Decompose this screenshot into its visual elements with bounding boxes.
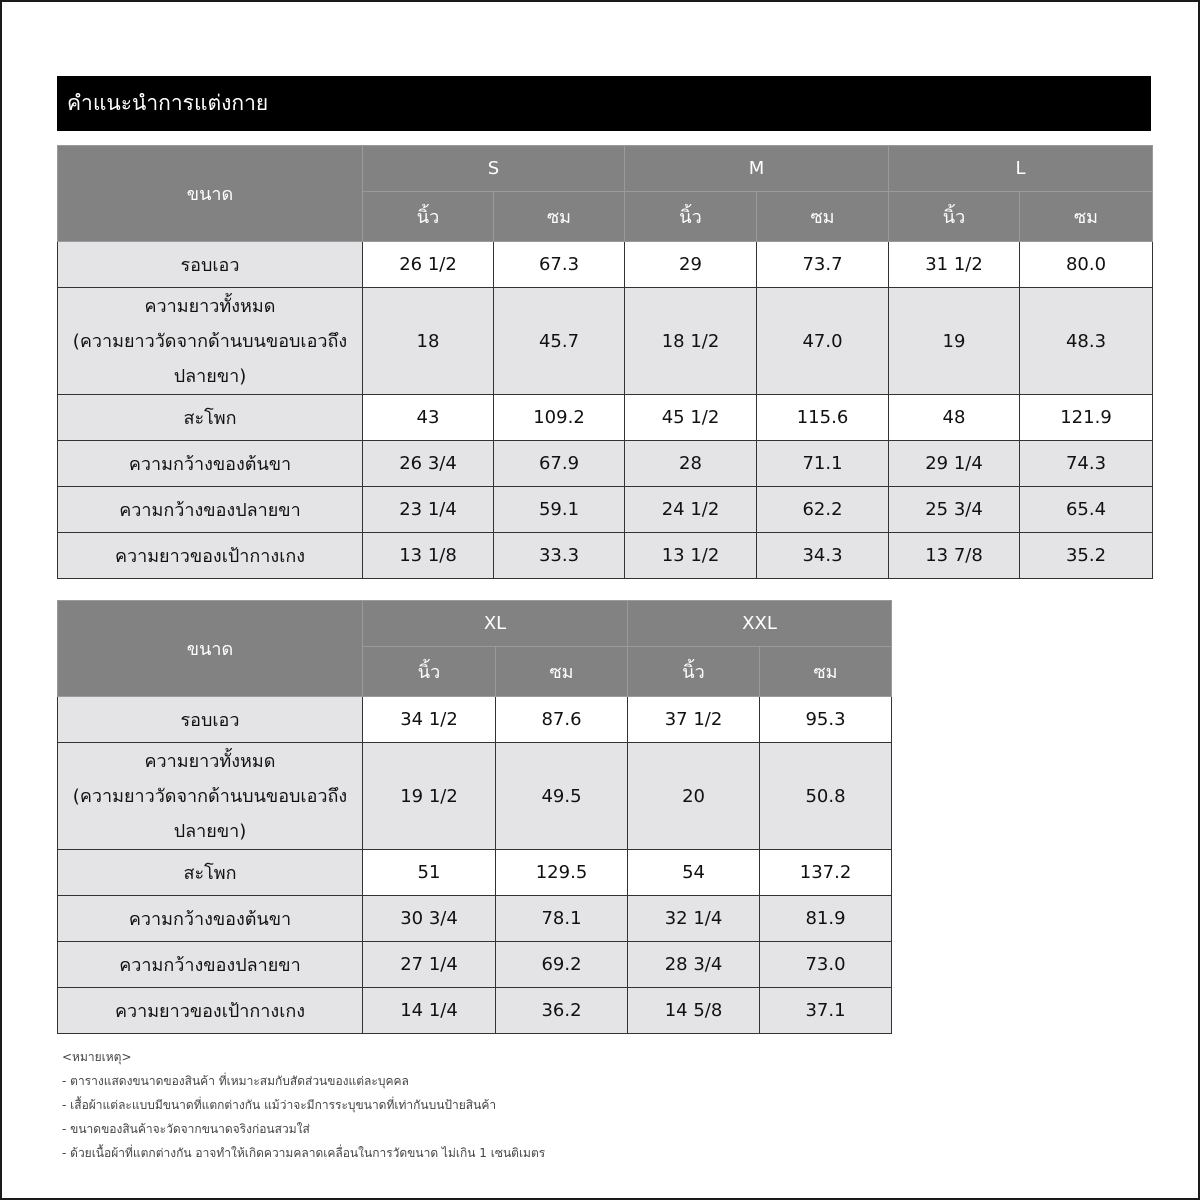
table-cell: 13 1/8 (363, 533, 494, 579)
table-cell: 31 1/2 (889, 242, 1020, 288)
table-cell: 26 1/2 (363, 242, 494, 288)
table-cell: 67.9 (494, 441, 625, 487)
unit-cm-header: ซม (757, 192, 889, 242)
unit-inch-header: นิ้ว (628, 647, 760, 697)
size-table-s-m-l (57, 145, 1153, 579)
table-cell: 137.2 (760, 850, 892, 896)
table-cell: 48 (889, 395, 1020, 441)
table-row (58, 441, 1153, 487)
size-header: ขนาด (58, 601, 363, 697)
table-cell: 121.9 (1020, 395, 1153, 441)
table-row (58, 533, 1153, 579)
size-xxl-header: XXL (628, 601, 892, 647)
table-row (58, 850, 892, 896)
table-cell: 14 1/4 (363, 988, 496, 1034)
unit-cm-header: ซม (760, 647, 892, 697)
table-cell: 13 1/2 (625, 533, 757, 579)
table-cell: 45 1/2 (625, 395, 757, 441)
table-cell: 43 (363, 395, 494, 441)
table-cell: 25 3/4 (889, 487, 1020, 533)
size-header: ขนาด (58, 146, 363, 242)
table-cell: 54 (628, 850, 760, 896)
row-label-line: ปลายขา) (173, 820, 247, 842)
row-label-rise: ความยาวของเป้ากางเกง (58, 988, 363, 1034)
unit-cm-header: ซม (496, 647, 628, 697)
table-row (58, 242, 1153, 288)
table-cell: 34.3 (757, 533, 889, 579)
size-s-header: S (363, 146, 625, 192)
table-row (58, 395, 1153, 441)
note-item: - เสื้อผ้าแต่ละแบบมีขนาดที่แตกต่างกัน แม้ว่าจะมีการระบุขนาดที่เท่ากันบนป้ายสินค้า (62, 1098, 497, 1112)
row-label-line: ความยาวทั้งหมด (144, 750, 276, 772)
page-title: คำแนะนำการแต่งกาย (57, 76, 1151, 131)
row-label-line: ความยาวทั้งหมด (144, 295, 276, 317)
table-row (58, 896, 892, 942)
row-label-thigh: ความกว้างของต้นขา (58, 441, 363, 487)
size-m-header: M (625, 146, 889, 192)
table-row (58, 697, 892, 743)
table-cell: 30 3/4 (363, 896, 496, 942)
table-cell: 36.2 (496, 988, 628, 1034)
table-cell: 18 1/2 (625, 288, 757, 395)
table-cell: 37 1/2 (628, 697, 760, 743)
table-cell: 28 (625, 441, 757, 487)
table-row (58, 487, 1153, 533)
size-table-xl-xxl (57, 600, 892, 1034)
table-cell: 115.6 (757, 395, 889, 441)
table-cell: 71.1 (757, 441, 889, 487)
row-label-hip: สะโพก (58, 395, 363, 441)
table-cell: 32 1/4 (628, 896, 760, 942)
note-item: - ตารางแสดงขนาดของสินค้า ที่เหมาะสมกับสัดส่วนของแต่ละบุคคล (62, 1074, 409, 1088)
table-cell: 73.0 (760, 942, 892, 988)
unit-inch-header: นิ้ว (625, 192, 757, 242)
table-cell: 34 1/2 (363, 697, 496, 743)
row-label-total-length (58, 288, 363, 395)
notes-heading: <หมายเหตุ> (62, 1050, 132, 1064)
row-label-rise: ความยาวของเป้ากางเกง (58, 533, 363, 579)
table-cell: 81.9 (760, 896, 892, 942)
table-cell: 14 5/8 (628, 988, 760, 1034)
table-cell: 47.0 (757, 288, 889, 395)
row-label-leg-opening: ความกว้างของปลายขา (58, 487, 363, 533)
table-cell: 18 (363, 288, 494, 395)
row-label-hip: สะโพก (58, 850, 363, 896)
unit-inch-header: นิ้ว (363, 192, 494, 242)
table-cell: 20 (628, 743, 760, 850)
table-cell: 26 3/4 (363, 441, 494, 487)
table-cell: 74.3 (1020, 441, 1153, 487)
table-cell: 80.0 (1020, 242, 1153, 288)
table-cell: 51 (363, 850, 496, 896)
table-cell: 23 1/4 (363, 487, 494, 533)
row-label-waist: รอบเอว (58, 242, 363, 288)
table-cell: 129.5 (496, 850, 628, 896)
row-label-line: (ความยาววัดจากด้านบนขอบเอวถึง (72, 330, 348, 352)
table-cell: 95.3 (760, 697, 892, 743)
notes (62, 1045, 962, 1165)
note-item: - ขนาดของสินค้าจะวัดจากขนาดจริงก่อนสวมใส่ (62, 1122, 310, 1136)
table-row (58, 988, 892, 1034)
table-cell: 28 3/4 (628, 942, 760, 988)
table-cell: 29 (625, 242, 757, 288)
table-cell: 24 1/2 (625, 487, 757, 533)
table-row (58, 743, 892, 850)
row-label-line: ปลายขา) (173, 365, 247, 387)
table-cell: 35.2 (1020, 533, 1153, 579)
unit-inch-header: นิ้ว (889, 192, 1020, 242)
table-cell: 33.3 (494, 533, 625, 579)
table-cell: 87.6 (496, 697, 628, 743)
row-label-leg-opening: ความกว้างของปลายขา (58, 942, 363, 988)
size-xl-header: XL (363, 601, 628, 647)
table-cell: 45.7 (494, 288, 625, 395)
size-l-header: L (889, 146, 1153, 192)
row-label-line: (ความยาววัดจากด้านบนขอบเอวถึง (72, 785, 348, 807)
table-cell: 67.3 (494, 242, 625, 288)
unit-cm-header: ซม (1020, 192, 1153, 242)
table-cell: 65.4 (1020, 487, 1153, 533)
table-cell: 19 1/2 (363, 743, 496, 850)
table-cell: 69.2 (496, 942, 628, 988)
table-cell: 27 1/4 (363, 942, 496, 988)
table-cell: 62.2 (757, 487, 889, 533)
row-label-total-length (58, 743, 363, 850)
table-cell: 13 7/8 (889, 533, 1020, 579)
note-item: - ด้วยเนื้อผ้าที่แตกต่างกัน อาจทำให้เกิดความคลาดเคลื่อนในการวัดขนาด ไม่เกิน 1 เซนติเมตร (62, 1146, 546, 1160)
table-cell: 78.1 (496, 896, 628, 942)
unit-cm-header: ซม (494, 192, 625, 242)
table-row (58, 288, 1153, 395)
table-cell: 109.2 (494, 395, 625, 441)
table-cell: 29 1/4 (889, 441, 1020, 487)
row-label-thigh: ความกว้างของต้นขา (58, 896, 363, 942)
table-row (58, 942, 892, 988)
table-cell: 49.5 (496, 743, 628, 850)
table-cell: 59.1 (494, 487, 625, 533)
table-cell: 50.8 (760, 743, 892, 850)
table-cell: 73.7 (757, 242, 889, 288)
table-cell: 48.3 (1020, 288, 1153, 395)
table-cell: 19 (889, 288, 1020, 395)
table-cell: 37.1 (760, 988, 892, 1034)
unit-inch-header: นิ้ว (363, 647, 496, 697)
row-label-waist: รอบเอว (58, 697, 363, 743)
